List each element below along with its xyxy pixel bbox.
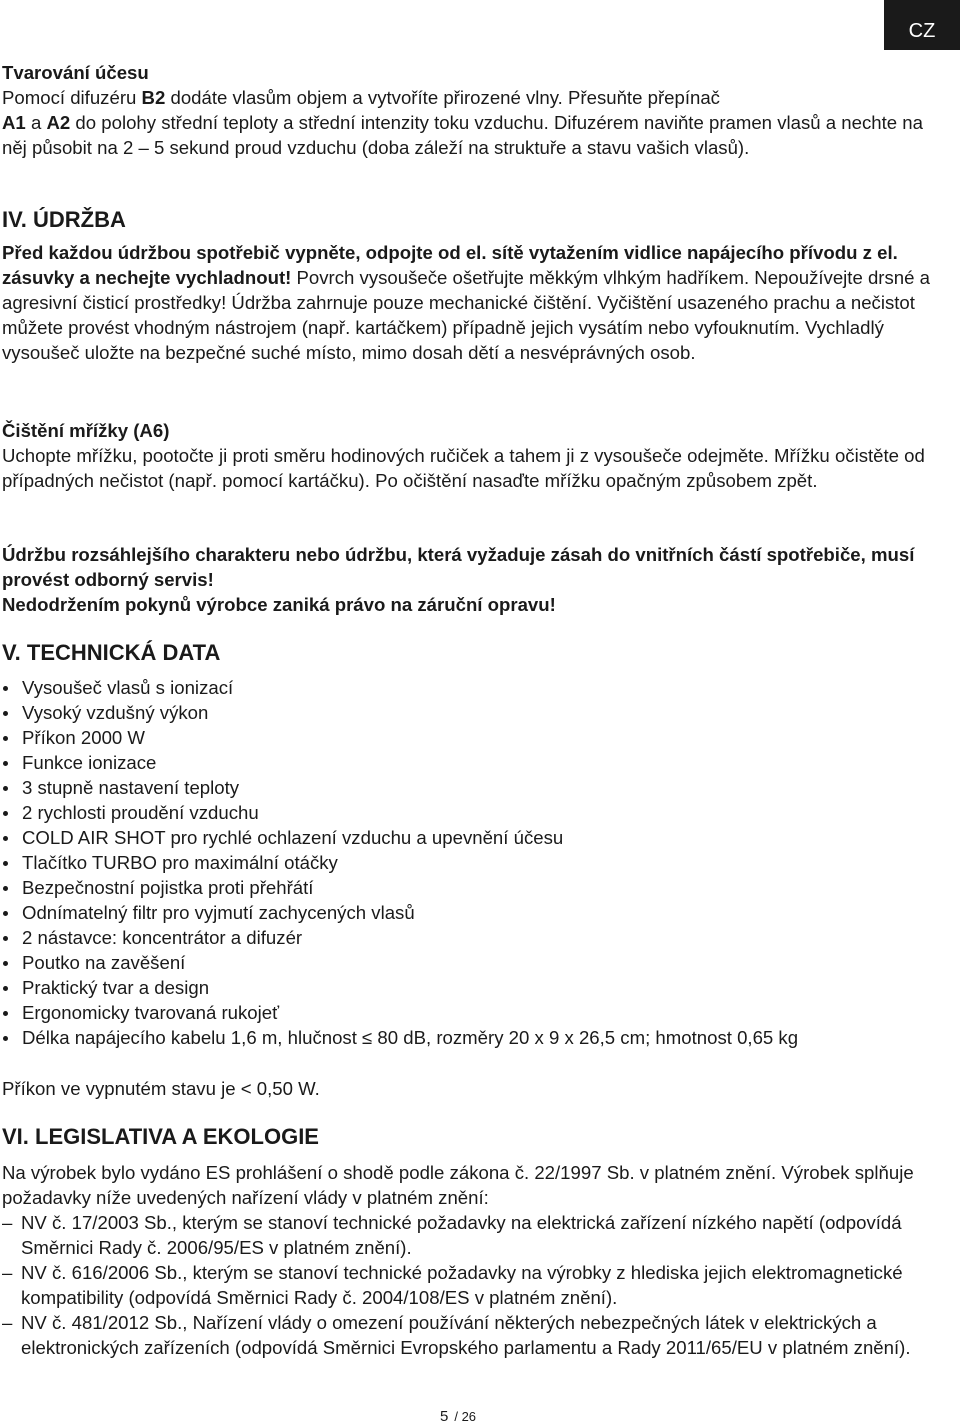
regulation-text: NV č. 481/2012 Sb., Nařízení vlády o omezení používání některých nebezpečných látek v elektrických a elektronických zařízeních (odpovídá Směrnici Evropského parlamentu a Rady 2011/65/EU v platném znění). xyxy=(21,1312,911,1358)
maintenance-heading: IV. ÚDRŽBA xyxy=(2,207,126,232)
legislation-body xyxy=(2,1160,932,1360)
list-item: Praktický tvar a design xyxy=(2,975,798,1000)
regulation-item xyxy=(2,1310,932,1360)
list-item: Délka napájecího kabelu 1,6 m, hlučnost ≤ 80 dB, rozměry 20 x 9 x 26,5 cm; hmotnost 0,65 kg xyxy=(2,1025,798,1050)
service-line-2: Nedodržením pokynů výrobce zaniká právo na záruční opravu! xyxy=(2,594,556,615)
styling-paragraph xyxy=(2,85,932,160)
service-line-1: Údržbu rozsáhlejšího charakteru nebo údržbu, která vyžaduje zásah do vnitřních částí spotřebiče, musí provést odborný servis! xyxy=(2,544,915,590)
maintenance-warning: Před každou údržbou spotřebič vypněte, odpojte od el. sítě vytažením vidlice napájecího přívodu z el. zásuvky a nechejte vychladnout! xyxy=(2,242,898,288)
list-item: 3 stupně nastavení teploty xyxy=(2,775,798,800)
list-item: Vysoký vzdušný výkon xyxy=(2,700,798,725)
page-number xyxy=(440,1408,476,1426)
page-current: 5 xyxy=(440,1408,449,1425)
list-item: Tlačítko TURBO pro maximální otáčky xyxy=(2,850,798,875)
legislation-intro: Na výrobek bylo vydáno ES prohlášení o shodě podle zákona č. 22/1997 Sb. v platném znění. Výrobek splňuje požadavky níže uvedených nařízení vlády v platném znění: xyxy=(2,1162,914,1208)
styling-heading: Tvarování účesu xyxy=(2,62,149,83)
list-item: Ergonomicky tvarovaná rukojeť xyxy=(2,1000,798,1025)
part-a2: A2 xyxy=(46,112,71,133)
dash-marker: – xyxy=(2,1212,13,1233)
list-item: Vysoušeč vlasů s ionizací xyxy=(2,675,798,700)
list-item: Příkon 2000 W xyxy=(2,725,798,750)
list-item: Poutko na zavěšení xyxy=(2,950,798,975)
styling-text-3: a xyxy=(25,112,47,133)
styling-text-1: Pomocí difuzéru xyxy=(2,87,142,108)
regulation-item xyxy=(2,1260,932,1310)
maintenance-paragraph xyxy=(2,240,932,365)
tech-data-list xyxy=(2,675,798,1050)
regulation-text: NV č. 17/2003 Sb., kterým se stanoví technické požadavky na elektrická zařízení nízkého napětí (odpovídá Směrnici Rady č. 2006/95/ES v platném znění). xyxy=(21,1212,902,1258)
service-notice xyxy=(2,542,932,617)
list-item: Odnímatelný filtr pro vyjmutí zachycených vlasů xyxy=(2,900,798,925)
list-item: 2 nástavce: koncentrátor a difuzér xyxy=(2,925,798,950)
part-b2: B2 xyxy=(141,87,166,108)
styling-text-2: dodáte vlasům objem a vytvoříte přirozené vlny. Přesuňte přepínač xyxy=(165,87,720,108)
styling-text-4: do polohy střední teploty a střední intenzity toku vzduchu. Difuzérem naviňte pramen vlasů a nechte na něj působit na 2 – 5 sekund proud vzduchu (doba záleží na struktuře a stavu vašich vlasů). xyxy=(2,112,923,158)
legislation-heading: VI. LEGISLATIVA A EKOLOGIE xyxy=(2,1124,319,1149)
list-item: 2 rychlosti proudění vzduchu xyxy=(2,800,798,825)
regulation-item xyxy=(2,1210,932,1260)
language-tab: CZ xyxy=(884,0,960,50)
section-styling xyxy=(2,60,932,160)
page-total: / 26 xyxy=(454,1409,477,1424)
dash-marker: – xyxy=(2,1312,13,1333)
dash-marker: – xyxy=(2,1262,13,1283)
tech-data-heading: V. TECHNICKÁ DATA xyxy=(2,640,221,665)
list-item: Bezpečnostní pojistka proti přehřátí xyxy=(2,875,798,900)
regulation-text: NV č. 616/2006 Sb., kterým se stanoví technické požadavky na výrobky z hlediska jejich elektromagnetické kompatibility (odpovídá Směrnici Rady č. 2004/108/ES v platném znění). xyxy=(21,1262,903,1308)
list-item: COLD AIR SHOT pro rychlé ochlazení vzduchu a upevnění účesu xyxy=(2,825,798,850)
list-item: Funkce ionizace xyxy=(2,750,798,775)
grille-paragraph: Uchopte mřížku, pootočte ji proti směru hodinových ručiček a tahem ji z vysoušeče odejměte. Mřížku očistěte od případných nečistot (např. pomocí kartáčku). Po očištění nasaďte mřížku opačným způsobem zpět. xyxy=(2,445,925,491)
maintenance-text: Povrch vysoušeče ošetřujte měkkým vlhkým hadříkem. Nepoužívejte drsné a agresivní čisticí prostředky! Údržba zahrnuje pouze mechanické čištění. Vyčištění usazeného prachu a nečistot můžete provést vhodným nástrojem (např. kartáčkem) případně jejich vysátím nebo vyfouknutím. Vychladlý vysoušeč uložte na bezpečné suché místo, mimo dosah dětí a nesvéprávných osob. xyxy=(2,267,930,363)
part-a1: A1 xyxy=(2,112,26,133)
grille-heading: Čištění mřížky (A6) xyxy=(2,420,170,441)
section-grille xyxy=(2,418,932,493)
standby-power: Příkon ve vypnutém stavu je < 0,50 W. xyxy=(2,1078,320,1099)
